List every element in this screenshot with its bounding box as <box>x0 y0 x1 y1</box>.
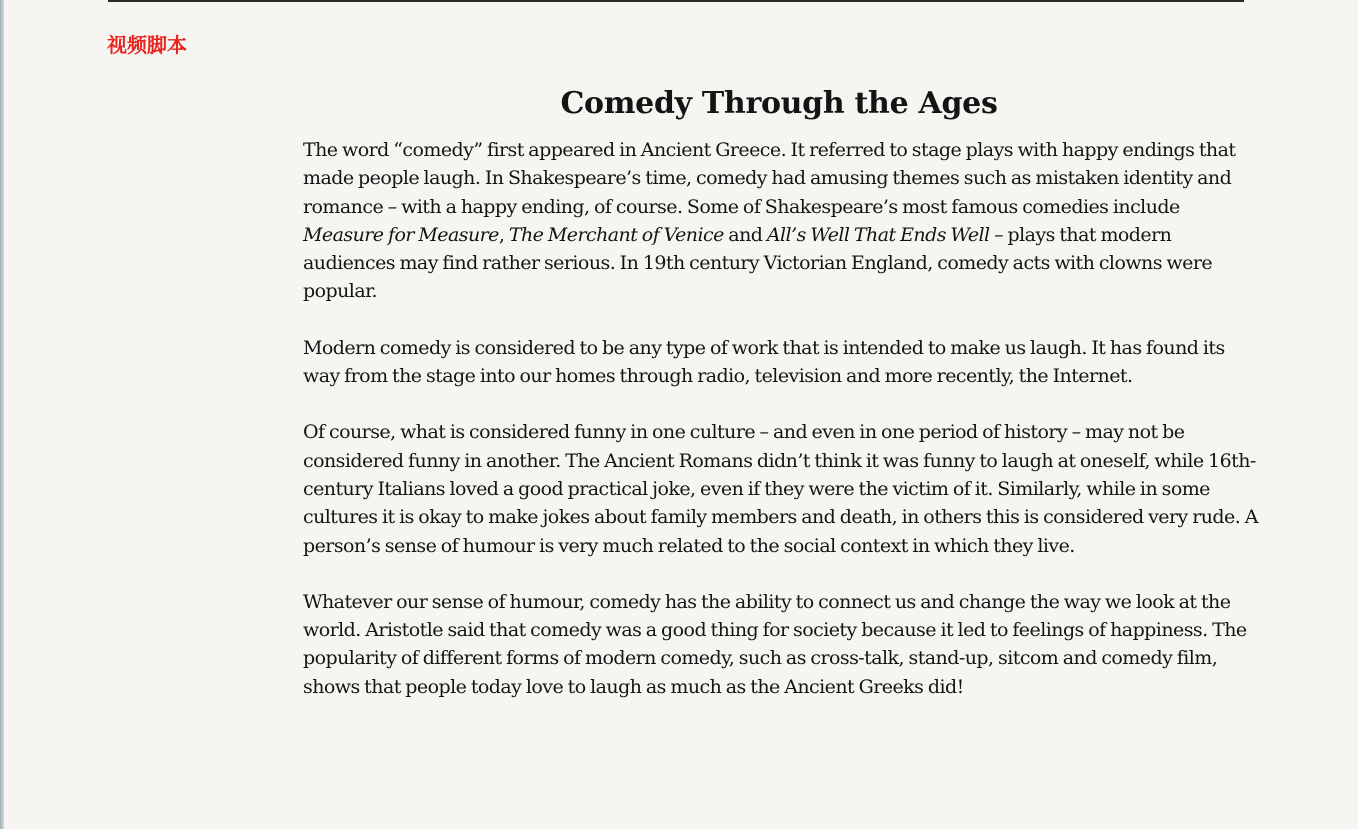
paragraph-text: The word “comedy” first appeared in Ancient Greece. It referred to stage plays with happy endings that made people laugh. In Shakespeare’s time, comedy had amusing themes such as mistaken identity and romance – with a happy ending, of course. Some of Shakespeare’s most famous comedies include <box>303 139 1236 218</box>
italic-title-text: Measure for Measure <box>303 223 499 246</box>
scanned-page <box>4 0 1358 829</box>
italic-title-text: The Merchant of Venice <box>508 223 724 246</box>
video-script-tag: 视频脚本 <box>107 33 187 57</box>
article-paragraph <box>303 136 1263 306</box>
paragraph-text: Modern comedy is considered to be any type of work that is intended to make us laugh. It has found its way from the stage into our homes through radio, television and more recently, the Internet. <box>303 336 1225 388</box>
article-body <box>303 136 1263 701</box>
article-paragraph <box>303 334 1263 391</box>
article <box>303 82 1263 729</box>
paragraph-text: and <box>723 223 767 246</box>
paragraph-text: , <box>498 223 509 246</box>
article-paragraph <box>303 418 1263 559</box>
top-rule <box>108 0 1244 2</box>
italic-title-text: All’s Well That Ends Well <box>766 223 990 246</box>
paragraph-text: – plays that modern audiences may find rather serious. In 19th century Victorian England, comedy acts with clowns were popular. <box>303 223 1213 303</box>
article-title: Comedy Through the Ages <box>560 86 998 121</box>
paragraph-text: Whatever our sense of humour, comedy has the ability to connect us and change the way we look at the world. Aristotle said that comedy was a good thing for society because it led to feelings of happiness. The popularity of different forms of modern comedy, such as cross-talk, stand-up, sitcom and comedy film, shows that people today love to laugh as much as the Ancient Greeks did! <box>303 590 1247 698</box>
paragraph-text: Of course, what is considered funny in one culture – and even in one period of history – may not be considered funny in another. The Ancient Romans didn’t think it was funny to laugh at oneself, while 16th-century Italians loved a good practical joke, even if they were the victim of it. Similarly, while in some cultures it is okay to make jokes about family members and death, in others this is considered very rude. A person’s sense of humour is very much related to the social context in which they live. <box>303 421 1258 557</box>
article-paragraph <box>303 588 1263 701</box>
